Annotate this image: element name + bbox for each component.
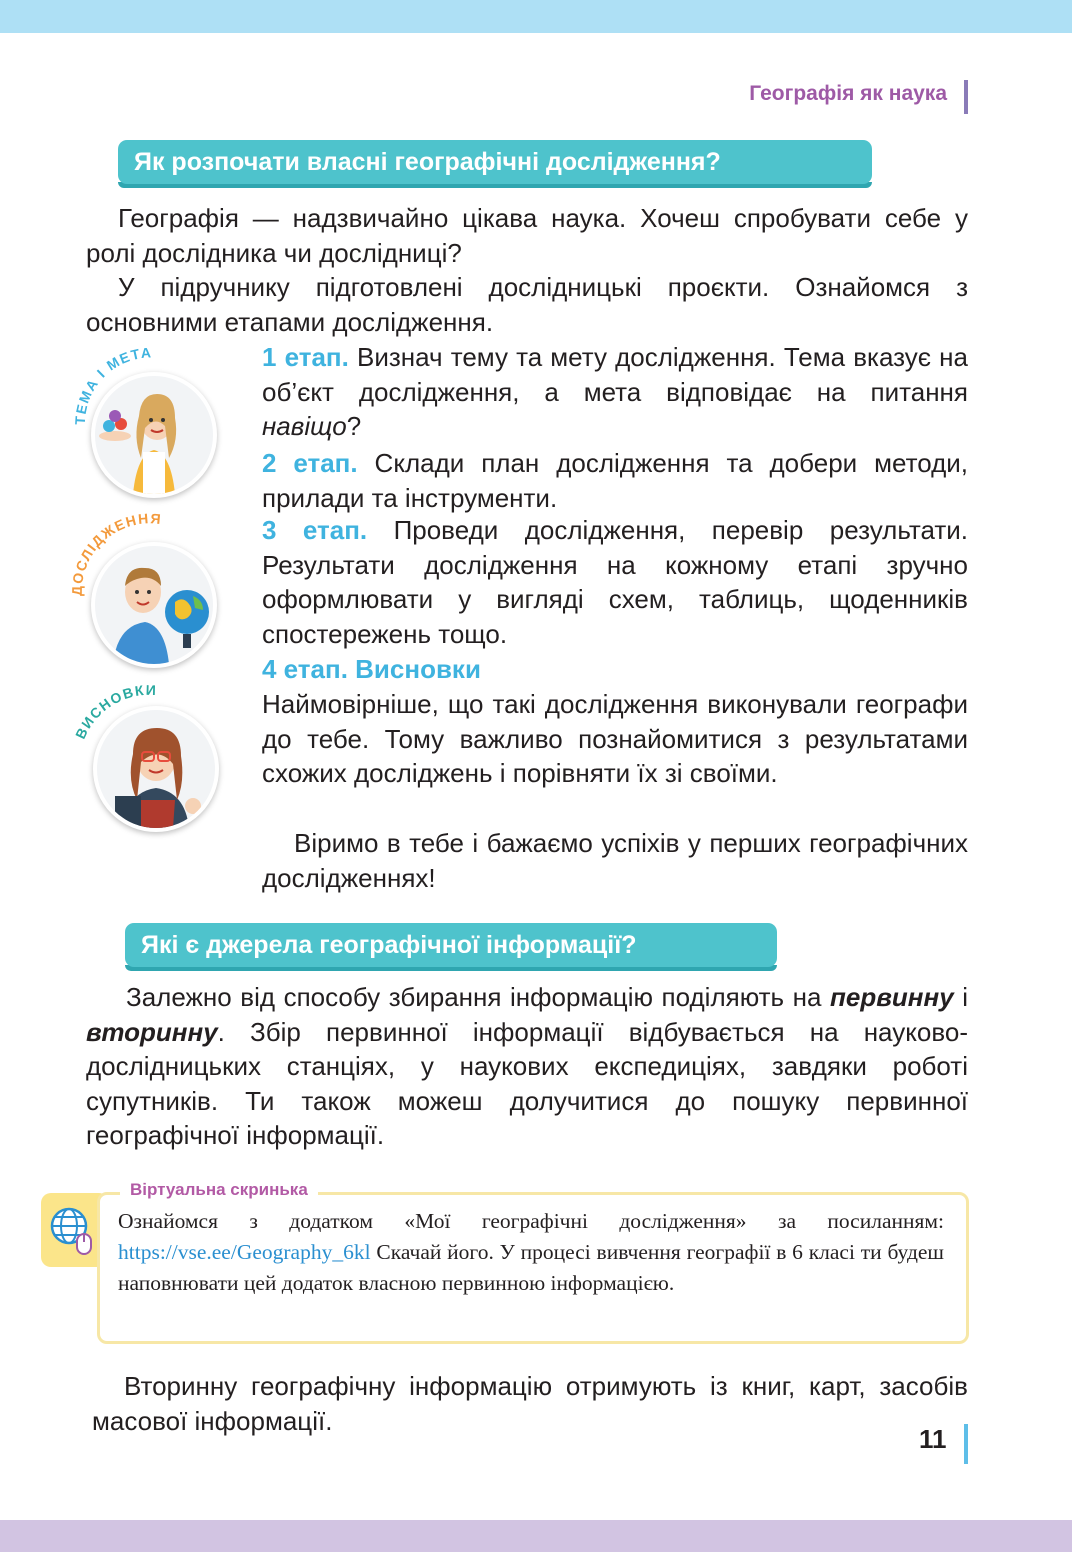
badge-circle-topic-goal — [91, 372, 217, 498]
sources-paragraph — [86, 980, 968, 1153]
stage-2-paragraph — [262, 446, 968, 515]
intro-2-text: У підручнику підготовлені дослідницькі проєкти. Ознайомся з основними етапами дослідження. — [86, 272, 968, 337]
intro-paragraph-1 — [86, 201, 968, 270]
svg-text:ТЕМА І МЕТА: ТЕМА І МЕТА — [71, 344, 153, 426]
running-head: Географія як наука — [749, 82, 947, 105]
badge-circle-conclusions — [93, 706, 219, 832]
sources-text-mid: і — [953, 982, 968, 1012]
stage-4-heading — [262, 652, 968, 687]
girl-with-books-illustration — [97, 710, 215, 828]
section-heading-research: Як розпочати власні географічні дослідження? — [118, 140, 872, 184]
bottom-decorative-band — [0, 1520, 1072, 1552]
virtual-box-title: Віртуальна скринька — [120, 1180, 318, 1200]
svg-text:ДОСЛІДЖЕННЯ: ДОСЛІДЖЕННЯ — [68, 510, 163, 597]
sources-text-start: Залежно від способу збирання інформацію поділяють на — [126, 982, 830, 1012]
stage-3-paragraph — [262, 513, 968, 651]
secondary-info-paragraph — [92, 1369, 968, 1438]
section-heading-sources: Які є джерела географічної інформації? — [125, 923, 777, 967]
stage-1-text: Визнач тему та мету дослідження. Тема вказує на об’єкт дослідження, а мета відповідає на питання — [262, 342, 969, 407]
stage-3-label: 3 етап. — [262, 515, 368, 545]
term-secondary: вторинну — [86, 1016, 218, 1047]
intro-1-text: Географія — надзвичайно цікава наука. Хочеш спробувати себе у ролі дослідника чи дослідниці? — [86, 203, 968, 268]
page-number-divider — [964, 1424, 968, 1464]
sources-text-end: . Збір первинної інформації відбувається на науково-дослідницьких станціях, у наукових експедиціях, завдяки роботі супутників. Ти також можеш долучитися до пошуку первинної географічної інформації. — [86, 1016, 968, 1150]
boy-with-globe-illustration — [95, 546, 213, 664]
stage-3-text: Проведи дослідження, перевір результати. Результати дослідження на кожному етапі зручно оформлювати у вигляді схем, таблиць, щоденників спостережень тощо. — [262, 515, 968, 649]
stage-2-text: Склади план дослідження та добери методи, прилади та інструменти. — [262, 448, 968, 513]
top-decorative-band — [0, 0, 1072, 33]
girl-with-question-marks-illustration — [95, 376, 213, 494]
stage-2-label: 2 етап. — [262, 448, 358, 478]
secondary-info-text: Вторинну географічну інформацію отримують із книг, карт, засобів масової інформації. — [92, 1371, 968, 1436]
wish-text: Віримо в тебе і бажаємо успіхів у перших географічних дослідженнях! — [262, 828, 968, 893]
globe-cursor-icon — [47, 1204, 97, 1258]
virtual-box-text-start: Ознайомся з додатком «Мої географічні дослідження» за посиланням: — [118, 1209, 944, 1233]
stage-1-italic: навіщо — [262, 411, 347, 441]
geography-app-link[interactable]: https://vse.ee/Geography_6kl — [118, 1240, 371, 1264]
svg-text:ВИСНОВКИ: ВИСНОВКИ — [71, 681, 158, 742]
virtual-box-text-end: Скачай його. У процесі вивчення географії в 6 класі ти будеш наповнювати цей додаток власною первинною інформацією. — [118, 1240, 944, 1295]
intro-paragraph-2 — [86, 270, 968, 339]
badge-circle-research — [91, 542, 217, 668]
stage-4-label: 4 етап. Висновки — [262, 654, 481, 684]
running-head-divider — [964, 80, 968, 114]
term-primary: первинну — [829, 982, 954, 1012]
stage-1-paragraph — [262, 340, 968, 444]
stage-4-paragraph: Наймовірніше, що такі дослідження виконували географи до тебе. Тому важливо познайомитися з результатами схожих досліджень і порівняти їх зі своїми. — [262, 689, 968, 788]
page-number: 11 — [919, 1424, 947, 1454]
stage-1-label: 1 етап. — [262, 342, 349, 372]
wish-paragraph — [262, 826, 968, 895]
stage-1-end: ? — [346, 411, 362, 441]
virtual-box-text — [118, 1206, 944, 1299]
